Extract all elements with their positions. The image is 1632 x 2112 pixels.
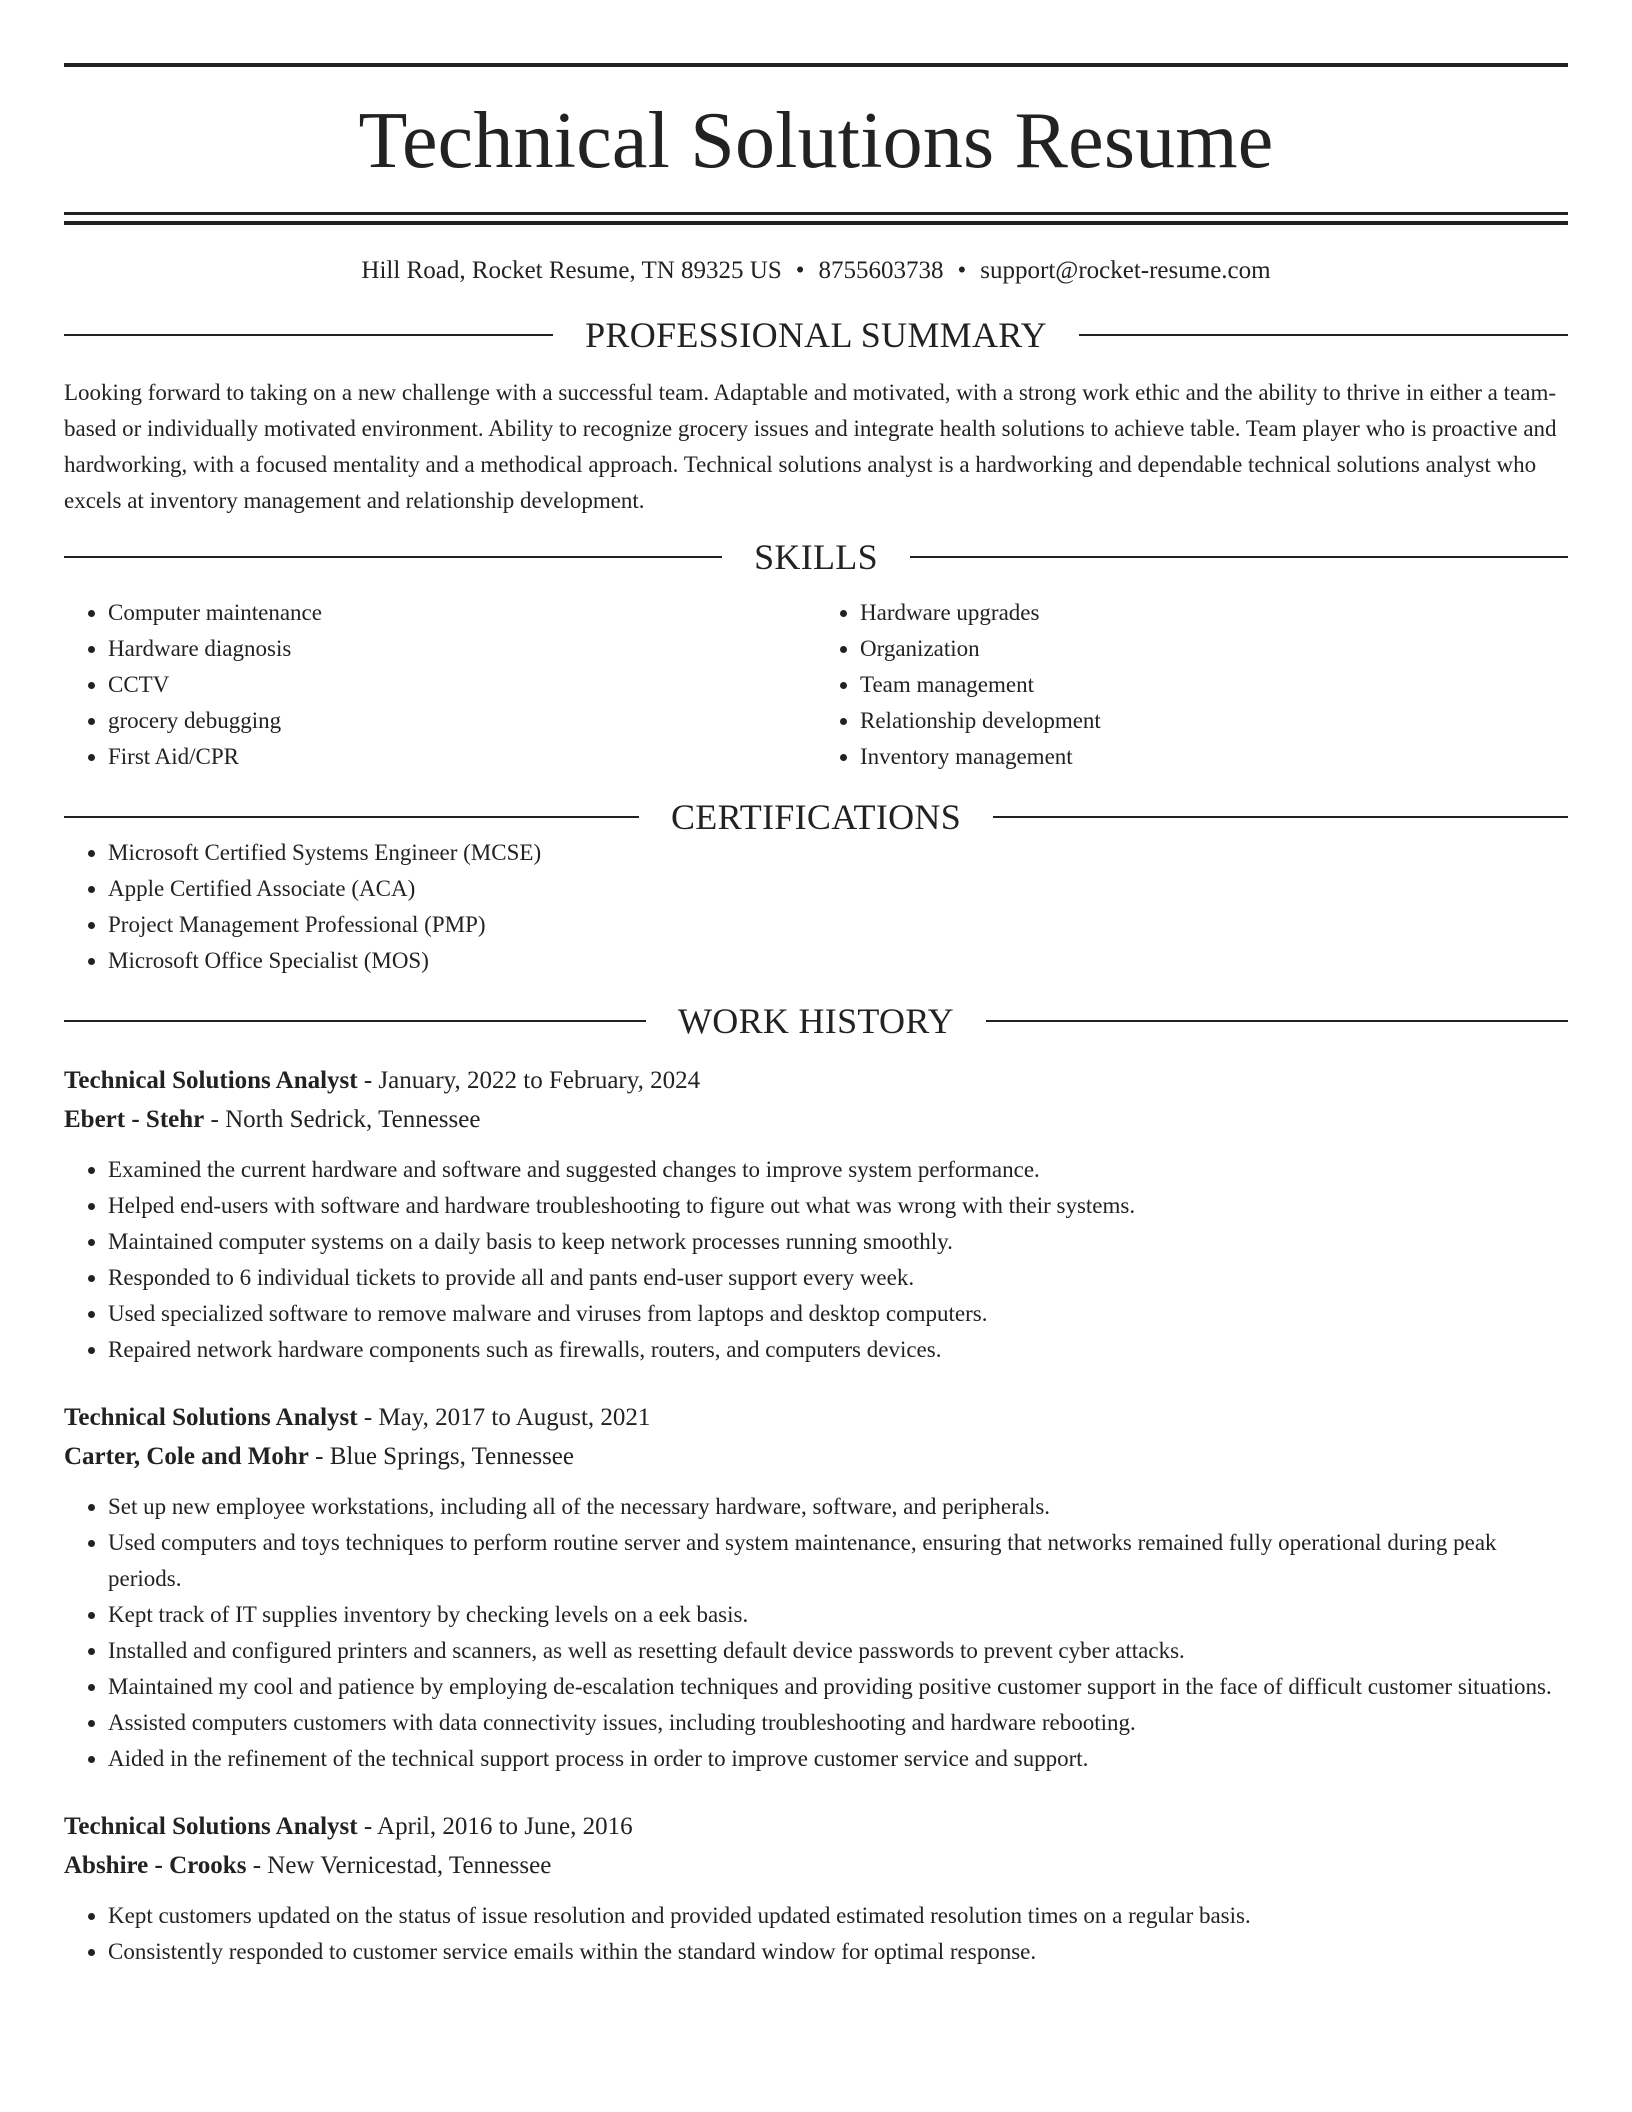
certification-item: • Project Management Professional (PMP) bbox=[108, 907, 1568, 943]
job-title-line bbox=[64, 1807, 1568, 1846]
page-title: Technical Solutions Resume bbox=[358, 97, 1274, 185]
title-double-rule bbox=[64, 212, 1568, 225]
section-heading-skills bbox=[64, 539, 1568, 575]
divider bbox=[993, 816, 1568, 818]
section-heading-certifications bbox=[64, 799, 1568, 835]
section-title: PROFESSIONAL SUMMARY bbox=[585, 315, 1047, 355]
contact-separator: • bbox=[795, 257, 805, 284]
section-title: WORK HISTORY bbox=[678, 1001, 954, 1041]
contact-line bbox=[64, 258, 1568, 283]
divider bbox=[64, 556, 722, 558]
job-company: Abshire - Crooks bbox=[64, 1852, 247, 1879]
job-bullet: • Maintained my cool and patience by employing de-escalation techniques and providing positive customer support in the face of difficult customer situations. bbox=[108, 1669, 1568, 1705]
job-bullet: • Used specialized software to remove malware and viruses from laptops and desktop computers. bbox=[108, 1296, 1568, 1332]
job-location: - Blue Springs, Tennessee bbox=[308, 1443, 574, 1470]
skills-list-left bbox=[64, 595, 816, 775]
job-bullet: • Examined the current hardware and software and suggested changes to improve system performance. bbox=[108, 1152, 1568, 1188]
skill-item: • Hardware upgrades bbox=[860, 595, 1568, 631]
job-company-line bbox=[64, 1846, 1568, 1885]
skills-column-right bbox=[816, 595, 1568, 775]
job-bullet: • Assisted computers customers with data connectivity issues, including troubleshooting and hardware rebooting. bbox=[108, 1705, 1568, 1741]
job-bullet: • Helped end-users with software and hardware troubleshooting to figure out what was wrong with their systems. bbox=[108, 1188, 1568, 1224]
job-title-line bbox=[64, 1398, 1568, 1437]
divider bbox=[64, 334, 553, 336]
section-title: CERTIFICATIONS bbox=[670, 797, 962, 837]
contact-address: Hill Road, Rocket Resume, TN 89325 US bbox=[361, 257, 782, 284]
section-heading-work-history bbox=[64, 1003, 1568, 1039]
divider bbox=[1079, 334, 1568, 336]
divider bbox=[64, 1020, 646, 1022]
skill-item: • Team management bbox=[860, 667, 1568, 703]
job-title-line bbox=[64, 1061, 1568, 1100]
section-title: SKILLS bbox=[754, 537, 878, 577]
skill-item: • CCTV bbox=[108, 667, 816, 703]
job-dates: - May, 2017 to August, 2021 bbox=[357, 1404, 651, 1431]
job-company-line bbox=[64, 1437, 1568, 1476]
certification-item: • Microsoft Office Specialist (MOS) bbox=[108, 943, 1568, 979]
job-company: Carter, Cole and Mohr bbox=[64, 1443, 309, 1470]
job-entry bbox=[64, 1398, 1568, 1777]
job-title: Technical Solutions Analyst bbox=[64, 1813, 358, 1840]
job-dates: - January, 2022 to February, 2024 bbox=[357, 1067, 701, 1094]
skill-item: • Computer maintenance bbox=[108, 595, 816, 631]
job-dates: - April, 2016 to June, 2016 bbox=[357, 1813, 633, 1840]
job-bullet: • Kept customers updated on the status of issue resolution and provided updated estimated resolution times on a regular basis. bbox=[108, 1898, 1568, 1934]
skills-column-left bbox=[64, 595, 816, 775]
contact-email: support@rocket-resume.com bbox=[980, 257, 1271, 284]
job-location: - North Sedrick, Tennessee bbox=[204, 1106, 481, 1133]
skills-grid bbox=[64, 595, 1568, 775]
skill-item: • Hardware diagnosis bbox=[108, 631, 816, 667]
job-bullet: • Set up new employee workstations, including all of the necessary hardware, software, and peripherals. bbox=[108, 1489, 1568, 1525]
divider bbox=[986, 1020, 1568, 1022]
job-location: - New Vernicestad, Tennessee bbox=[246, 1852, 552, 1879]
job-entry bbox=[64, 1061, 1568, 1368]
section-heading-summary bbox=[64, 317, 1568, 353]
job-company-line bbox=[64, 1100, 1568, 1139]
contact-separator: • bbox=[957, 257, 967, 284]
contact-phone: 8755603738 bbox=[818, 257, 944, 284]
certification-item: • Microsoft Certified Systems Engineer (MCSE) bbox=[108, 835, 1568, 871]
job-title: Technical Solutions Analyst bbox=[64, 1404, 358, 1431]
certifications-list bbox=[64, 835, 1568, 979]
job-bullets bbox=[64, 1152, 1568, 1368]
job-bullet: • Installed and configured printers and scanners, as well as resetting default device passwords to prevent cyber attacks. bbox=[108, 1633, 1568, 1669]
job-bullet: • Maintained computer systems on a daily basis to keep network processes running smoothly. bbox=[108, 1224, 1568, 1260]
divider bbox=[910, 556, 1568, 558]
job-bullet: • Kept track of IT supplies inventory by checking levels on a eek basis. bbox=[108, 1597, 1568, 1633]
job-bullets bbox=[64, 1489, 1568, 1777]
job-bullet: • Repaired network hardware components such as firewalls, routers, and computers devices. bbox=[108, 1332, 1568, 1368]
job-bullet: • Used computers and toys techniques to perform routine server and system maintenance, ensuring that networks remained fully operational during peak periods. bbox=[108, 1525, 1568, 1597]
job-title: Technical Solutions Analyst bbox=[64, 1067, 358, 1094]
job-company: Ebert - Stehr bbox=[64, 1106, 205, 1133]
job-bullet: • Consistently responded to customer service emails within the standard window for optimal response. bbox=[108, 1934, 1568, 1970]
skill-item: • First Aid/CPR bbox=[108, 739, 816, 775]
certification-item: • Apple Certified Associate (ACA) bbox=[108, 871, 1568, 907]
job-entry bbox=[64, 1807, 1568, 1970]
job-bullet: • Responded to 6 individual tickets to provide all and pants end-user support every week. bbox=[108, 1260, 1568, 1296]
job-bullet: • Aided in the refinement of the technical support process in order to improve customer service and support. bbox=[108, 1741, 1568, 1777]
skill-item: • grocery debugging bbox=[108, 703, 816, 739]
skills-list-right bbox=[816, 595, 1568, 775]
divider bbox=[64, 816, 639, 818]
job-bullets bbox=[64, 1898, 1568, 1970]
top-rule bbox=[64, 63, 1568, 67]
skill-item: • Inventory management bbox=[860, 739, 1568, 775]
skill-item: • Relationship development bbox=[860, 703, 1568, 739]
summary-text: Looking forward to taking on a new challenge with a successful team. Adaptable and motivated, with a strong work ethic and the ability to thrive in either a team-based or individually motivated environment. Ability to recognize grocery issues and integrate health solutions to achieve table. Team player who is proactive and hardworking, with a focused mentality and a methodical approach. Technical solutions analyst is a hardworking and dependable technical solutions analyst who excels at inventory management and relationship development. bbox=[64, 380, 1557, 513]
skill-item: • Organization bbox=[860, 631, 1568, 667]
